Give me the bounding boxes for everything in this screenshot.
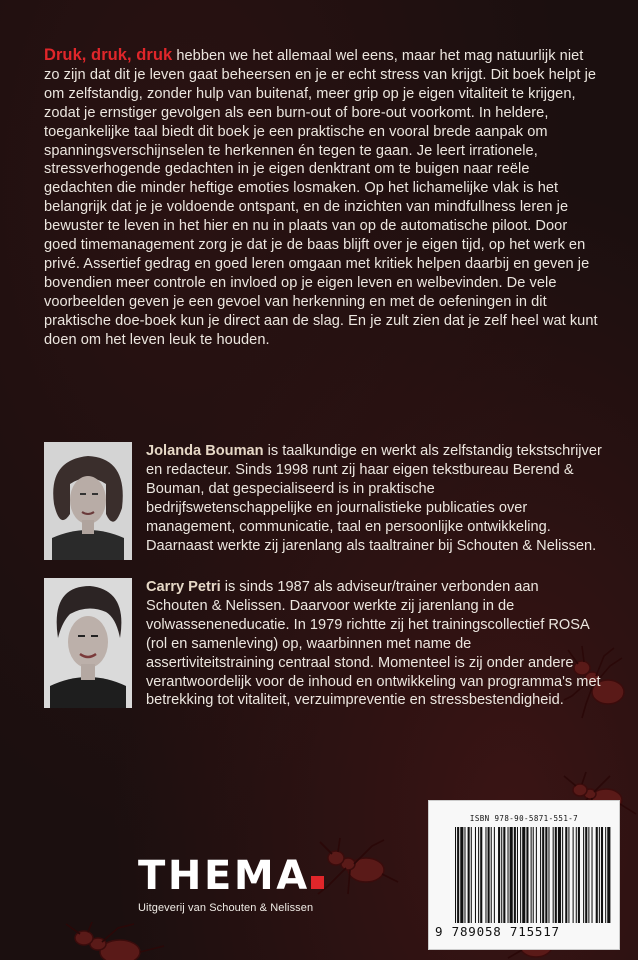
- barcode-bar: [464, 827, 465, 923]
- barcode-bar: [536, 827, 537, 923]
- barcode-bar: [573, 827, 574, 923]
- barcode-bar: [599, 827, 600, 923]
- barcode-bar: [585, 827, 587, 923]
- barcode-bar: [457, 827, 459, 923]
- author-name: Carry Petri: [146, 579, 221, 595]
- barcode-bar: [455, 827, 456, 923]
- barcode-bar: [491, 827, 492, 923]
- barcode-bar: [501, 827, 502, 923]
- publisher-logo: [138, 853, 324, 914]
- barcode-bar: [588, 827, 589, 923]
- barcode-bar: [605, 827, 606, 923]
- barcode-bars: [455, 827, 611, 923]
- barcode-bar: [485, 827, 486, 923]
- barcode-bar: [460, 827, 463, 923]
- barcode-bar: [517, 827, 518, 923]
- barcode-bar: [480, 827, 482, 923]
- barcode-bar: [475, 827, 476, 923]
- author-description: is taalkundige en werkt als zelfstandig tekstschrijver en redacteur. Sinds 1998 runt zij haar eigen tekstbureau Berend & Bouman, dat gespecialiseerd is in praktische bedrijfswetenschappelijke en journalistieke publicaties over management, communicatie, taal en persoonlijke ontwikkeling. Daarnaast werkte zij jarenlang als taaltrainer bij Schouten & Nelissen.: [146, 443, 602, 554]
- barcode-bar: [494, 827, 495, 923]
- barcode-bar: [548, 827, 549, 923]
- barcode-bar: [514, 827, 516, 923]
- barcode-bar: [531, 827, 532, 923]
- isbn-barcode: [428, 800, 620, 950]
- barcode-bar: [596, 827, 598, 923]
- barcode-bar: [583, 827, 584, 923]
- author-description: is sinds 1987 als adviseur/trainer verbonden aan Schouten & Nelissen. Daarvoor werkte zij jarenlang in de volwasseneneducatie. In 1979 richtte zij het trainingscollectief ROSA (rol en samenleving) op, waarbinnen met name de assertiviteitstraining centraal stond. Momenteel is zij onder andere verantwoordelijk voor de inhoud en ontwikkeling van programma's met betrekking tot vitaliteit, verzuimpreventie en stressbestendigheid.: [146, 579, 601, 709]
- barcode-bar: [510, 827, 513, 923]
- cover-blurb: [44, 46, 600, 350]
- barcode-bar: [607, 827, 610, 923]
- author-bio-text: [146, 442, 602, 555]
- barcode-bar: [488, 827, 490, 923]
- barcode-bar: [558, 827, 561, 923]
- barcode-bar: [468, 827, 470, 923]
- logo-red-dot: [311, 876, 324, 889]
- barcode-digits: 9 789058 715517: [435, 924, 560, 939]
- publisher-wordmark: THEMA: [138, 853, 310, 899]
- barcode-bar: [540, 827, 541, 923]
- barcode-bar: [576, 827, 577, 923]
- barcode-bar: [592, 827, 593, 923]
- barcode-bar: [508, 827, 509, 923]
- barcode-bar: [553, 827, 554, 923]
- author-photo-jolanda-bouman: [44, 442, 132, 560]
- barcode-bar: [533, 827, 534, 923]
- publisher-tagline: Uitgeverij van Schouten & Nelissen: [138, 902, 314, 914]
- barcode-bar: [578, 827, 580, 923]
- author-photo-carry-petri: [44, 578, 132, 708]
- barcode-bar: [478, 827, 479, 923]
- ant-illustration-bottom-left: [60, 922, 170, 960]
- barcode-bar: [568, 827, 569, 923]
- barcode-bar: [522, 827, 525, 923]
- blurb-body: hebben we het allemaal wel eens, maar het mag natuurlijk niet zo zijn dat dit je leven gaat beheersen en je er echt stress van krijgt. Dit boek helpt je om zelfstandig, zonder hulp van buitenaf, meer grip op je eigen vitaliteit te krijgen, zodat je ernstiger gevolgen als een burn-out of bore-out voorkomt. In heldere, toegankelijke taal biedt dit boek je een praktische en vooral brede aanpak om spanningsverschijnselen te herkennen én tegen te gaan. Je leert irrationele, stressverhogende gedachten in je eigen denktrant om te buigen naar reële gedachten die minder heftige emoties losmaken. Op het lichamelijke vlak is het belangrijk dat je je voldoende ontspant, en de inzichten van mindfullness leren je bewuster te leven in het hier en nu in plaats van op de automatische piloot. Door goed timemanagement zorg je dat je de baas blijft over je eigen tijd, op het werk en privé. Assertief gedrag en goed leren omgaan met kritiek helpen daarbij en geven je bovendien meer controle en invloed op je eigen leven en welbevinden. De vele voorbeelden geven je een gevoel van herkenning en met de oefeningen in dit praktische doe-boek kun je direct aan de slag. En je zult zien dat je zelf heel wat kunt doen om het leven leuk te houden.: [44, 48, 598, 348]
- barcode-bar: [520, 827, 521, 923]
- author-name: Jolanda Bouman: [146, 443, 264, 459]
- author-bio-text: [146, 578, 602, 710]
- barcode-bar: [555, 827, 557, 923]
- barcode-bar: [542, 827, 544, 923]
- blurb-lead: Druk, druk, druk: [44, 46, 173, 64]
- barcode-bar: [471, 827, 472, 923]
- barcode-bar: [545, 827, 547, 923]
- barcode-bar: [601, 827, 603, 923]
- barcode-bar: [526, 827, 528, 923]
- barcode-bar: [562, 827, 563, 923]
- barcode-bar: [503, 827, 505, 923]
- barcode-bar: [498, 827, 500, 923]
- barcode-bar: [565, 827, 567, 923]
- isbn-label: ISBN 978-90-5871-551-7: [469, 814, 579, 823]
